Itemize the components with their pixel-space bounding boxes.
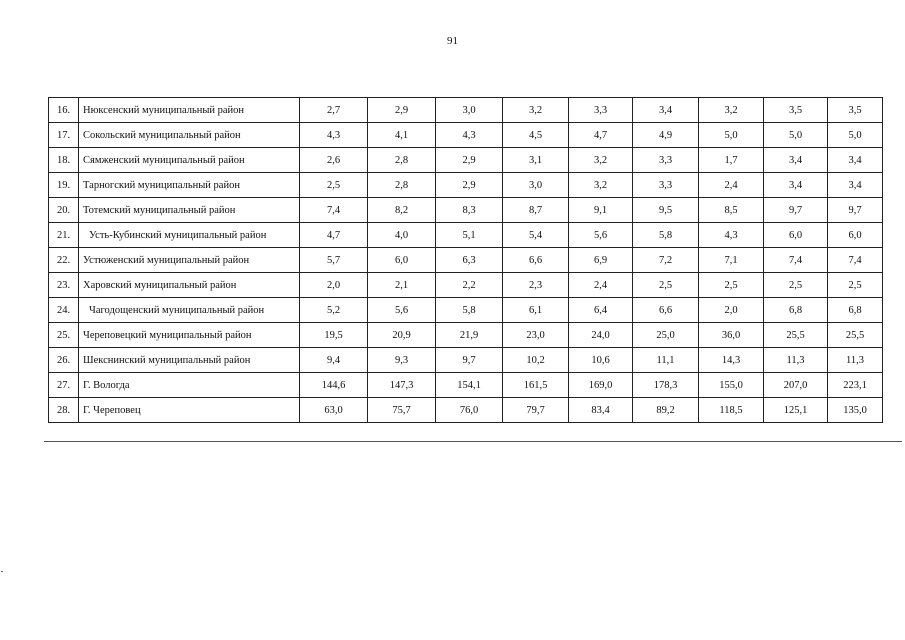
table-row — [49, 123, 883, 148]
table-row — [49, 198, 883, 223]
district-name-cell: Тотемский муниципальный район — [79, 198, 300, 223]
value-cell: 9,1 — [569, 198, 633, 223]
value-cell: 4,5 — [503, 123, 569, 148]
value-cell: 3,4 — [764, 148, 828, 173]
value-cell: 3,4 — [828, 173, 883, 198]
value-cell: 147,3 — [368, 373, 436, 398]
value-cell: 3,3 — [569, 98, 633, 123]
value-cell: 9,4 — [300, 348, 368, 373]
value-cell: 161,5 — [503, 373, 569, 398]
value-cell: 24,0 — [569, 323, 633, 348]
value-cell: 7,4 — [828, 248, 883, 273]
value-cell: 4,9 — [633, 123, 699, 148]
value-cell: 5,1 — [436, 223, 503, 248]
value-cell: 3,0 — [436, 98, 503, 123]
value-cell: 4,1 — [368, 123, 436, 148]
value-cell: 2,5 — [828, 273, 883, 298]
value-cell: 169,0 — [569, 373, 633, 398]
value-cell: 79,7 — [503, 398, 569, 423]
row-number-cell: 17. — [49, 123, 79, 148]
value-cell: 4,3 — [436, 123, 503, 148]
row-number-cell: 22. — [49, 248, 79, 273]
value-cell: 6,8 — [828, 298, 883, 323]
value-cell: 11,3 — [828, 348, 883, 373]
value-cell: 4,7 — [300, 223, 368, 248]
district-name-cell: Нюксенский муниципальный район — [79, 98, 300, 123]
value-cell: 20,9 — [368, 323, 436, 348]
table-body — [49, 98, 883, 423]
value-cell: 3,2 — [569, 148, 633, 173]
value-cell: 76,0 — [436, 398, 503, 423]
value-cell: 5,0 — [699, 123, 764, 148]
page-number: 91 — [447, 35, 458, 47]
value-cell: 155,0 — [699, 373, 764, 398]
value-cell: 9,7 — [828, 198, 883, 223]
row-number-cell: 18. — [49, 148, 79, 173]
value-cell: 8,2 — [368, 198, 436, 223]
value-cell: 3,4 — [633, 98, 699, 123]
value-cell: 8,3 — [436, 198, 503, 223]
district-name-cell: Г. Череповец — [79, 398, 300, 423]
value-cell: 7,2 — [633, 248, 699, 273]
value-cell: 3,3 — [633, 148, 699, 173]
value-cell: 5,2 — [300, 298, 368, 323]
table-row — [49, 248, 883, 273]
value-cell: 3,3 — [633, 173, 699, 198]
table-row — [49, 373, 883, 398]
value-cell: 89,2 — [633, 398, 699, 423]
value-cell: 125,1 — [764, 398, 828, 423]
district-name-cell: Чагодощенский муниципальный район — [79, 298, 300, 323]
value-cell: 63,0 — [300, 398, 368, 423]
value-cell: 2,4 — [569, 273, 633, 298]
district-name-cell: Устюженский муниципальный район — [79, 248, 300, 273]
value-cell: 10,6 — [569, 348, 633, 373]
value-cell: 23,0 — [503, 323, 569, 348]
value-cell: 6,8 — [764, 298, 828, 323]
value-cell: 83,4 — [569, 398, 633, 423]
district-name-cell: Сямженский муниципальный район — [79, 148, 300, 173]
value-cell: 4,7 — [569, 123, 633, 148]
value-cell: 5,0 — [828, 123, 883, 148]
district-name-cell: Шекснинский муниципальный район — [79, 348, 300, 373]
row-number-cell: 28. — [49, 398, 79, 423]
value-cell: 2,5 — [699, 273, 764, 298]
value-cell: 5,6 — [368, 298, 436, 323]
scan-mark — [1, 571, 3, 572]
value-cell: 3,5 — [828, 98, 883, 123]
value-cell: 2,1 — [368, 273, 436, 298]
value-cell: 25,0 — [633, 323, 699, 348]
value-cell: 8,7 — [503, 198, 569, 223]
row-number-cell: 19. — [49, 173, 79, 198]
row-number-cell: 25. — [49, 323, 79, 348]
value-cell: 9,5 — [633, 198, 699, 223]
value-cell: 25,5 — [828, 323, 883, 348]
value-cell: 154,1 — [436, 373, 503, 398]
value-cell: 2,8 — [368, 173, 436, 198]
value-cell: 6,1 — [503, 298, 569, 323]
value-cell: 2,7 — [300, 98, 368, 123]
value-cell: 6,3 — [436, 248, 503, 273]
value-cell: 10,2 — [503, 348, 569, 373]
value-cell: 3,2 — [503, 98, 569, 123]
value-cell: 135,0 — [828, 398, 883, 423]
table-row — [49, 148, 883, 173]
table-row — [49, 398, 883, 423]
value-cell: 7,4 — [764, 248, 828, 273]
value-cell: 6,4 — [569, 298, 633, 323]
value-cell: 2,8 — [368, 148, 436, 173]
value-cell: 3,2 — [569, 173, 633, 198]
value-cell: 9,7 — [436, 348, 503, 373]
value-cell: 178,3 — [633, 373, 699, 398]
value-cell: 6,9 — [569, 248, 633, 273]
value-cell: 5,0 — [764, 123, 828, 148]
value-cell: 118,5 — [699, 398, 764, 423]
value-cell: 1,7 — [699, 148, 764, 173]
value-cell: 2,5 — [300, 173, 368, 198]
district-name-cell: Череповецкий муниципальный район — [79, 323, 300, 348]
value-cell: 6,0 — [828, 223, 883, 248]
value-cell: 9,7 — [764, 198, 828, 223]
value-cell: 223,1 — [828, 373, 883, 398]
value-cell: 8,5 — [699, 198, 764, 223]
row-number-cell: 20. — [49, 198, 79, 223]
district-name-cell: Г. Вологда — [79, 373, 300, 398]
value-cell: 75,7 — [368, 398, 436, 423]
value-cell: 4,0 — [368, 223, 436, 248]
value-cell: 4,3 — [300, 123, 368, 148]
value-cell: 6,6 — [503, 248, 569, 273]
value-cell: 14,3 — [699, 348, 764, 373]
district-name-cell: Усть-Кубинский муниципальный район — [79, 223, 300, 248]
table-row — [49, 223, 883, 248]
district-name-cell: Харовский муниципальный район — [79, 273, 300, 298]
table-row — [49, 273, 883, 298]
value-cell: 21,9 — [436, 323, 503, 348]
row-number-cell: 23. — [49, 273, 79, 298]
value-cell: 6,0 — [368, 248, 436, 273]
value-cell: 2,9 — [436, 173, 503, 198]
value-cell: 6,0 — [764, 223, 828, 248]
value-cell: 5,8 — [633, 223, 699, 248]
value-cell: 2,3 — [503, 273, 569, 298]
row-number-cell: 24. — [49, 298, 79, 323]
value-cell: 3,0 — [503, 173, 569, 198]
value-cell: 4,3 — [699, 223, 764, 248]
row-number-cell: 27. — [49, 373, 79, 398]
value-cell: 5,4 — [503, 223, 569, 248]
value-cell: 2,4 — [699, 173, 764, 198]
table-row — [49, 173, 883, 198]
value-cell: 2,9 — [436, 148, 503, 173]
value-cell: 2,0 — [300, 273, 368, 298]
value-cell: 2,5 — [633, 273, 699, 298]
value-cell: 6,6 — [633, 298, 699, 323]
value-cell: 7,1 — [699, 248, 764, 273]
table-row — [49, 348, 883, 373]
row-number-cell: 21. — [49, 223, 79, 248]
value-cell: 9,3 — [368, 348, 436, 373]
value-cell: 2,2 — [436, 273, 503, 298]
table-row — [49, 298, 883, 323]
value-cell: 19,5 — [300, 323, 368, 348]
value-cell: 144,6 — [300, 373, 368, 398]
row-number-cell: 16. — [49, 98, 79, 123]
table-row — [49, 98, 883, 123]
value-cell: 5,6 — [569, 223, 633, 248]
value-cell: 3,2 — [699, 98, 764, 123]
value-cell: 5,7 — [300, 248, 368, 273]
row-number-cell: 26. — [49, 348, 79, 373]
value-cell: 11,3 — [764, 348, 828, 373]
district-name-cell: Тарногский муниципальный район — [79, 173, 300, 198]
district-data-table — [48, 97, 883, 423]
value-cell: 3,4 — [764, 173, 828, 198]
value-cell: 7,4 — [300, 198, 368, 223]
value-cell: 11,1 — [633, 348, 699, 373]
district-name-cell: Сокольский муниципальный район — [79, 123, 300, 148]
value-cell: 207,0 — [764, 373, 828, 398]
value-cell: 2,0 — [699, 298, 764, 323]
table-row — [49, 323, 883, 348]
value-cell: 3,4 — [828, 148, 883, 173]
value-cell: 3,5 — [764, 98, 828, 123]
value-cell: 2,5 — [764, 273, 828, 298]
value-cell: 5,8 — [436, 298, 503, 323]
value-cell: 25,5 — [764, 323, 828, 348]
value-cell: 3,1 — [503, 148, 569, 173]
value-cell: 36,0 — [699, 323, 764, 348]
value-cell: 2,9 — [368, 98, 436, 123]
value-cell: 2,6 — [300, 148, 368, 173]
bottom-rule — [44, 441, 902, 442]
